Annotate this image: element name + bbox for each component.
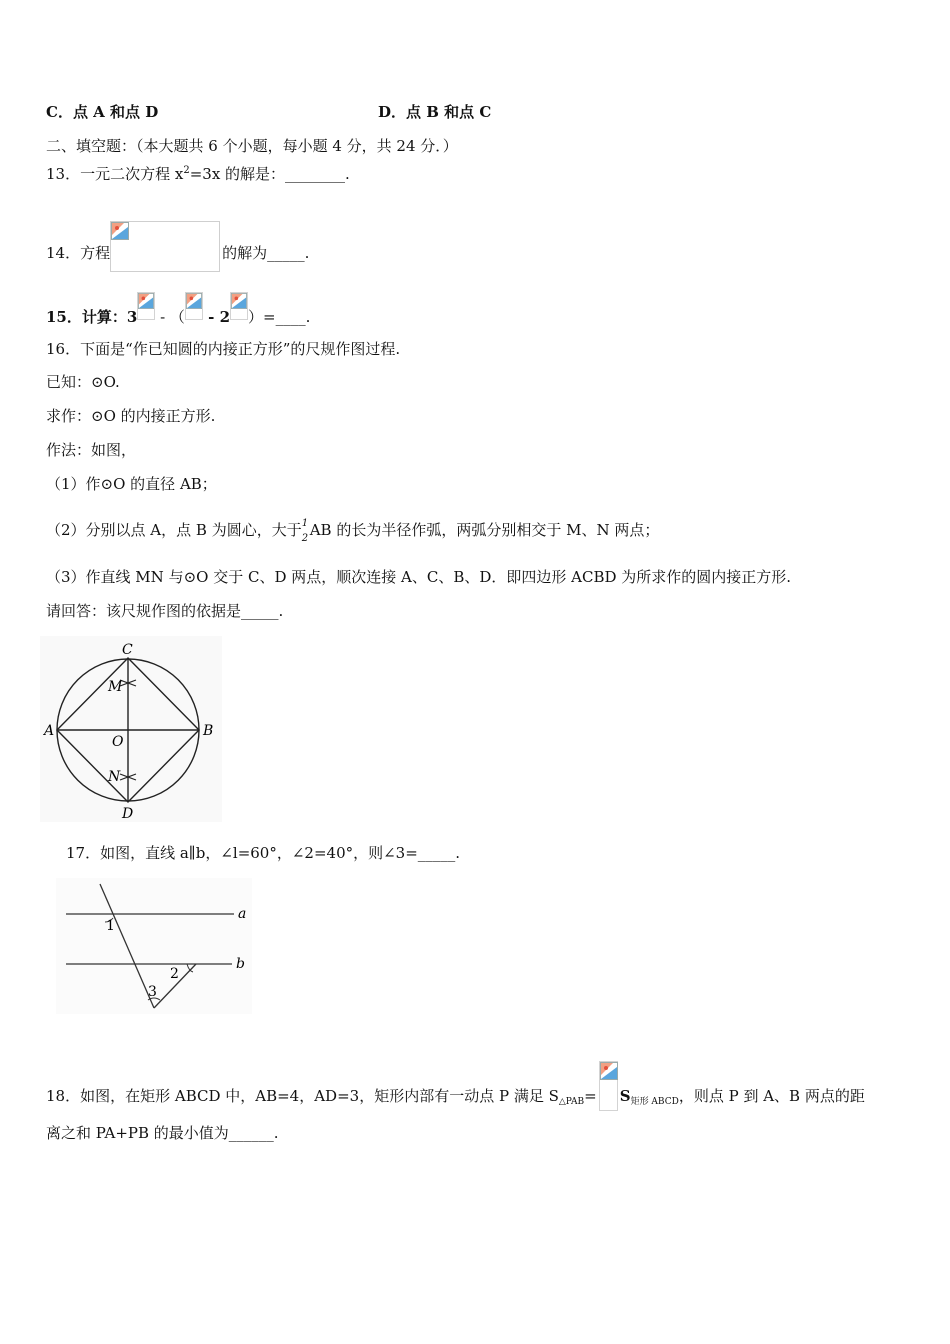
q18-subscript-pab: △PAB xyxy=(558,1097,585,1107)
question-14 xyxy=(46,221,309,272)
label-angle-1: 1 xyxy=(106,918,115,934)
q18-text: 18．如图，在矩形 ABCD 中，AB=4，AD=3，矩形内部有一动点 P 满足 S xyxy=(46,1087,559,1105)
label-d: D xyxy=(122,806,134,822)
q16-make: 求作：⊙O 的内接正方形. xyxy=(46,407,216,425)
label-b: B xyxy=(203,723,214,739)
q15-text-end: ）=____. xyxy=(248,308,311,326)
q13-text: 13．一元二次方程 x xyxy=(46,165,184,183)
q14-text-end: 的解为_____. xyxy=(222,244,310,262)
q16-method: 作法：如图， xyxy=(46,441,137,459)
label-angle-3: 3 xyxy=(148,984,157,1000)
q16-step2 xyxy=(46,518,660,544)
label-angle-2: 2 xyxy=(170,966,179,982)
q15-text-mid1: - （ xyxy=(155,308,185,326)
q17-parallel-lines-figure xyxy=(56,878,252,1014)
q16-circle-figure xyxy=(40,636,222,822)
label-n: N xyxy=(108,769,121,785)
q15-text-mid2: - 2 xyxy=(202,308,231,326)
broken-image-icon xyxy=(231,293,247,311)
question-13 xyxy=(46,161,350,184)
question-15 xyxy=(46,292,310,327)
q16-title: 16．下面是“作已知圆的内接正方形”的尺规作图过程. xyxy=(46,340,401,358)
q16-step3: （3）作直线 MN 与⊙O 交于 C、D 两点，顺次连接 A、C、B、D．即四边形 ACBD 为所求作的圆内接正方形. xyxy=(46,568,792,586)
label-m: M xyxy=(108,679,123,695)
broken-image-icon xyxy=(186,293,202,311)
q18-text-end: ，则点 P 到 A、B 两点的距 xyxy=(678,1087,865,1105)
question-18-line2: 离之和 PA+PB 的最小值为______. xyxy=(46,1124,279,1142)
q13-text-end: =3x 的解是：________. xyxy=(189,165,350,183)
q15-sqrt-image-3 xyxy=(230,292,248,320)
q16-step2-text-end: AB 的长为半径作弧，两弧分别相交于 M、N 两点； xyxy=(309,521,660,539)
q16-step1: （1）作⊙O 的直径 AB； xyxy=(46,475,217,493)
broken-image-icon xyxy=(111,222,129,240)
q15-sqrt-image-2 xyxy=(185,292,203,320)
broken-image-icon xyxy=(138,293,154,311)
q14-equation-image xyxy=(110,221,220,272)
q18-equals: = xyxy=(584,1087,597,1105)
q18-fraction-image xyxy=(599,1061,618,1111)
label-line-a: a xyxy=(238,906,247,922)
label-c: C xyxy=(122,642,133,658)
fraction-numerator: 1 xyxy=(301,518,309,529)
option-d: D．点 B 和点 C xyxy=(378,103,492,121)
q18-s: S xyxy=(619,1087,631,1105)
label-a: A xyxy=(44,723,55,739)
q16-known: 已知：⊙O. xyxy=(46,373,120,391)
figure-background xyxy=(40,636,222,822)
q16-answer: 请回答：该尺规作图的依据是_____. xyxy=(46,602,284,620)
label-line-b: b xyxy=(236,956,245,972)
q18-subscript-abcd: 矩形 ABCD xyxy=(630,1097,679,1107)
q15-sqrt-image-1 xyxy=(137,292,155,320)
q14-text: 14．方程 xyxy=(46,244,111,262)
section-header: 二、填空题：（本大题共 6 个小题，每小题 4 分，共 24 分．） xyxy=(46,137,458,155)
q13-superscript: 2 xyxy=(183,165,190,176)
label-o: O xyxy=(112,734,124,750)
option-c: C．点 A 和点 D xyxy=(46,103,159,121)
fraction-denominator: 2 xyxy=(301,533,309,544)
question-17: 17．如图，直线 a∥b，∠l=60°，∠2=40°，则∠3=_____. xyxy=(66,844,461,862)
q16-step2-text: （2）分别以点 A，点 B 为圆心，大于 xyxy=(46,521,302,539)
q15-text: 15．计算：3 xyxy=(46,308,138,326)
q16-fraction xyxy=(301,518,310,544)
broken-image-icon xyxy=(600,1062,618,1080)
question-18-line1 xyxy=(46,1061,865,1112)
